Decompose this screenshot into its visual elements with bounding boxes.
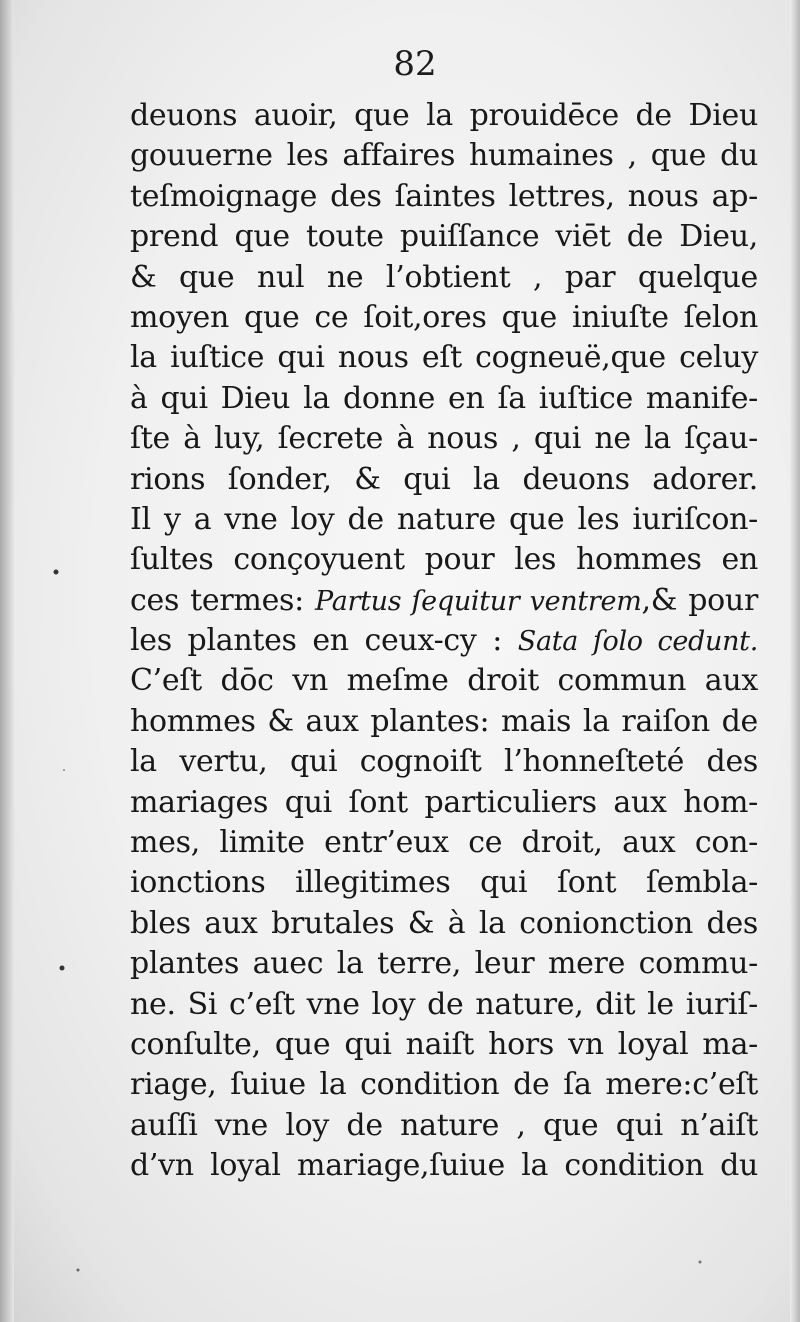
page-number: 82 bbox=[393, 44, 437, 84]
text-segment: C’eſt dōc vn meſme droit commun aux bbox=[130, 663, 758, 699]
text-segment: Il y a vne loy de nature que les iuriſcon- bbox=[130, 501, 758, 537]
text-segment: la vertu, qui cognoiſt l’honneſteté des bbox=[130, 744, 758, 780]
italic-latin-phrase: Partus ſequitur ventrem bbox=[315, 585, 642, 617]
text-segment: moyen que ce ſoit,ores que iniuſte ſelon bbox=[130, 299, 758, 335]
text-segment: riage, ſuiue la condition de ſa mere:c’eſt bbox=[130, 1067, 758, 1103]
text-segment: prend que toute puiſſance viēt de Dieu, bbox=[130, 219, 758, 255]
text-segment: gouuerne les affaires humaines , que du bbox=[130, 138, 758, 174]
text-segment: plantes auec la terre, leur mere commu- bbox=[130, 946, 758, 982]
text-segment: deuons auoir, que la prouidēce de Dieu bbox=[130, 98, 758, 133]
text-segment: auſſi vne loy de nature , que qui n’aiſt bbox=[130, 1107, 758, 1143]
text-segment: mes, limite entr’eux ce droit, aux con- bbox=[130, 825, 758, 861]
text-segment: hommes & aux plantes: mais la raiſon de bbox=[130, 703, 758, 739]
text-segment: ionctions illegitimes qui ſont ſembla- bbox=[130, 865, 758, 901]
text-segment: teſmoignage des ſaintes lettres, nous ap- bbox=[130, 178, 758, 214]
italic-latin-phrase: Sata ſolo cedunt. bbox=[517, 626, 758, 658]
text-segment: la iuſtice qui nous eſt cogneuë,que celuy bbox=[130, 340, 758, 376]
text-segment: ,& pour bbox=[641, 582, 758, 618]
text-segment: à qui Dieu la donne en ſa iuſtice manife- bbox=[130, 380, 758, 416]
text-segment: rions ſonder, & qui la deuons adorer. bbox=[130, 461, 758, 497]
text-segment: ſultes conçoyuent pour les hommes en bbox=[130, 542, 758, 578]
text-segment: ces termes: bbox=[130, 582, 316, 618]
text-segment: les plantes en ceux-cy : bbox=[130, 623, 518, 659]
text-segment: conſulte, que qui naiſt hors vn loyal ma- bbox=[130, 1026, 758, 1062]
text-segment: & que nul ne l’obtient , par quelque bbox=[130, 259, 758, 295]
text-segment: ſte à luy, ſecrete à nous , qui ne la ſçau- bbox=[130, 421, 758, 457]
text-segment: ne. Si c’eſt vne loy de nature, dit le iuriſ- bbox=[130, 986, 758, 1022]
text-segment: bles aux brutales & à la conionction des bbox=[130, 905, 758, 941]
text-segment: mariages qui ſont particuliers aux hom- bbox=[130, 784, 758, 820]
text-segment: d’vn loyal mariage,ſuiue la condition du bbox=[130, 1148, 758, 1184]
